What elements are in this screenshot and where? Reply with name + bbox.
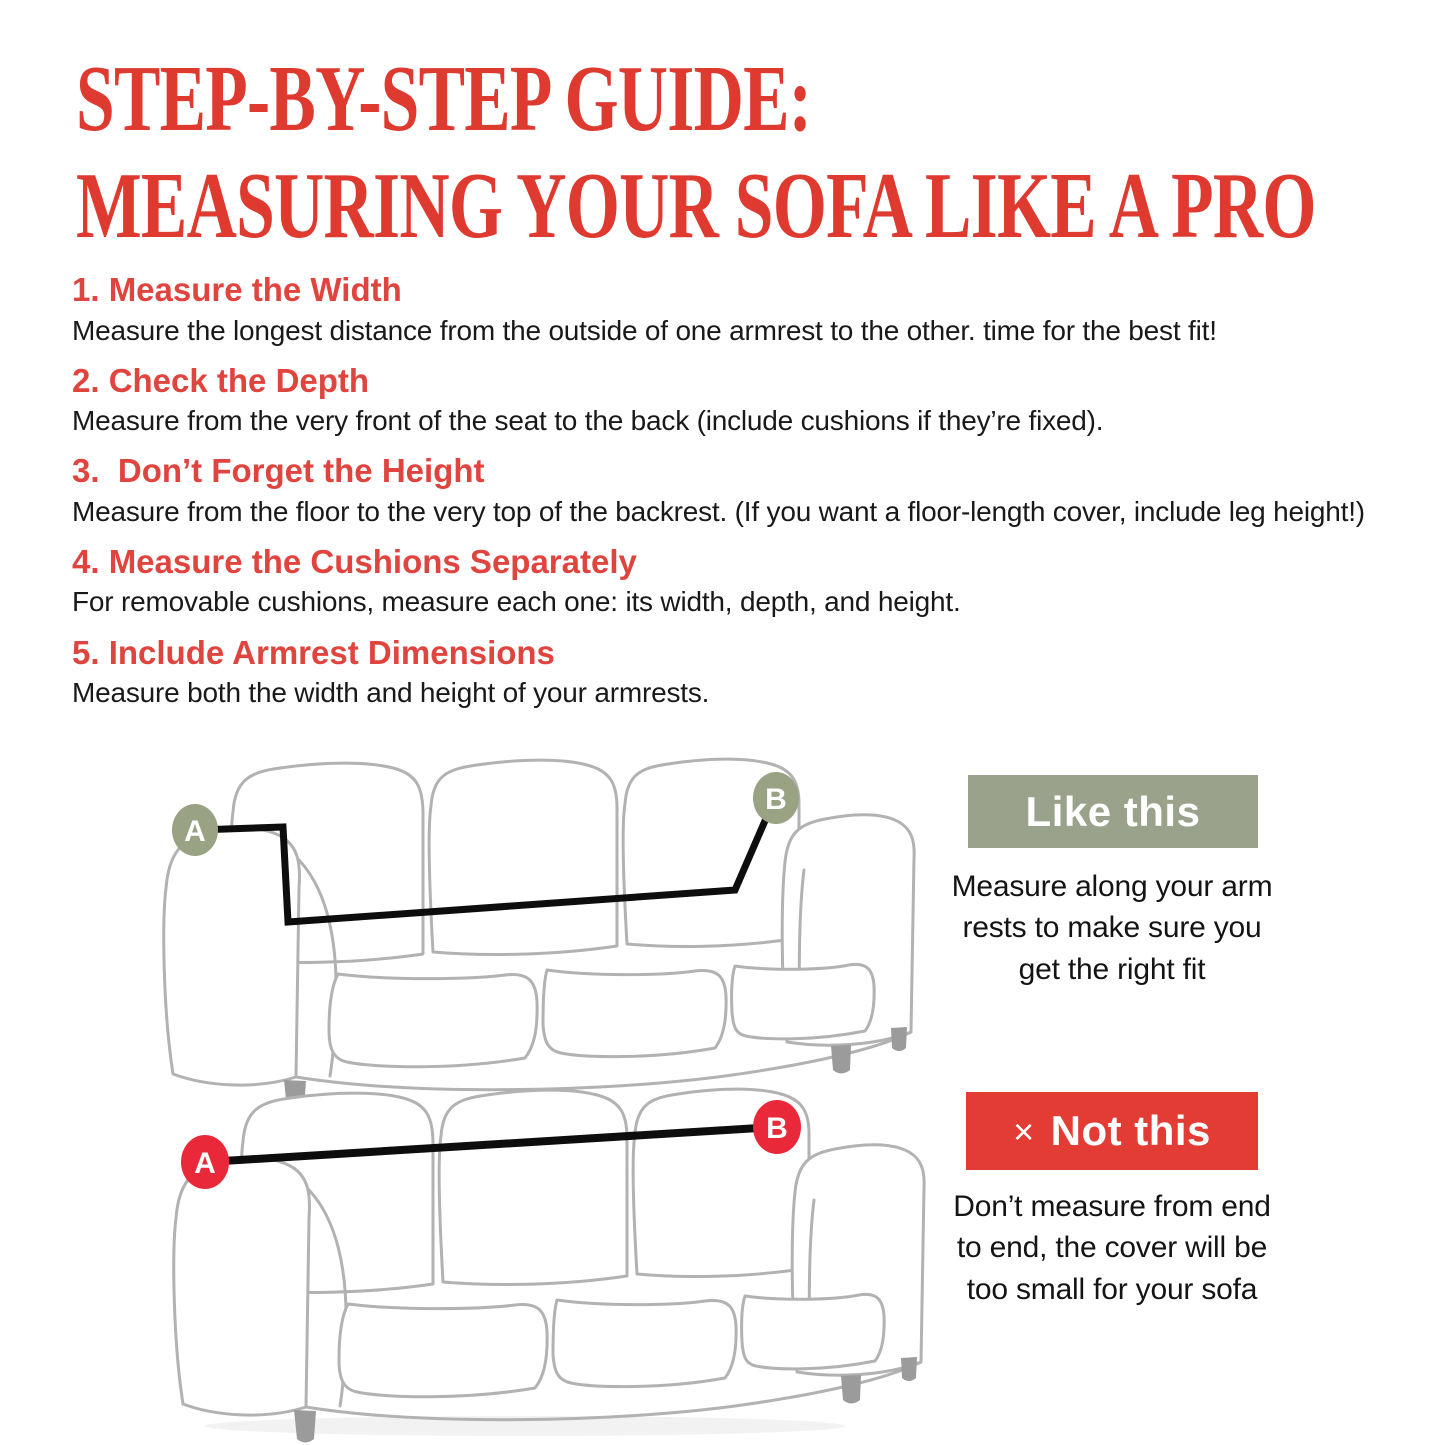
like-this-description (911, 866, 1313, 990)
sofa-illustration-correct (85, 740, 935, 1116)
marker-a-letter: A (184, 815, 206, 848)
not-this-description-line: Don’t measure from end (953, 1190, 1271, 1223)
step-1-body: Measure the longest distance from the outside of one armrest to the other. time for the best fit! (72, 314, 1217, 346)
step-1 (72, 268, 1417, 350)
not-this-description-line: too small for your sofa (966, 1272, 1258, 1306)
not-this-badge (966, 1092, 1258, 1170)
step-3-body: Measure from the floor to the very top of the backrest. (If you want a floor-length cover, include leg height!) (72, 495, 1365, 527)
like-this-description-line: get the right fit (1018, 952, 1206, 986)
step-4 (72, 540, 1417, 622)
page-title (76, 46, 1316, 260)
marker-b (753, 772, 799, 824)
like-this-description-line: rests to make sure you (962, 911, 1262, 945)
not-this-description-line: to end, the cover will be (956, 1231, 1268, 1265)
step-4-heading: 4. Measure the Cushions Separately (72, 542, 637, 580)
step-2-body: Measure from the very front of the seat to the back (include cushions if they’re fixed). (72, 405, 1104, 437)
step-5-body: Measure both the width and height of your armrests. (72, 677, 710, 709)
like-this-description-line: Measure along your arm (951, 870, 1273, 903)
marker-b-letter: B (766, 1112, 788, 1145)
step-1-heading: 1. Measure the Width (72, 271, 402, 308)
cross-icon: × (1013, 1111, 1035, 1152)
not-this-description (911, 1186, 1313, 1310)
sofa-line-art (164, 759, 914, 1112)
marker-a (181, 1135, 229, 1189)
step-3 (72, 449, 1417, 531)
marker-b-letter: B (765, 783, 787, 816)
step-2 (72, 359, 1417, 441)
marker-b (753, 1100, 801, 1154)
step-5 (72, 631, 1417, 713)
marker-a-letter: A (194, 1147, 216, 1180)
not-this-label: Not this (1050, 1107, 1211, 1154)
sofa-illustration-wrong (95, 1070, 945, 1445)
steps-list (72, 268, 1417, 721)
step-3-heading: 3. Don’t Forget the Height (72, 452, 485, 490)
marker-a (172, 804, 218, 856)
like-this-label: Like this (1025, 787, 1201, 835)
step-4-body: For removable cushions, measure each one: its width, depth, and height. (72, 586, 961, 618)
like-this-badge (968, 775, 1258, 848)
step-2-heading: 2. Check the Depth (72, 361, 370, 399)
page-title-line1: STEP-BY-STEP GUIDE: (76, 47, 812, 151)
step-5-heading: 5. Include Armrest Dimensions (72, 633, 555, 671)
page-title-line2: MEASURING YOUR SOFA LIKE A PRO (76, 154, 1316, 259)
